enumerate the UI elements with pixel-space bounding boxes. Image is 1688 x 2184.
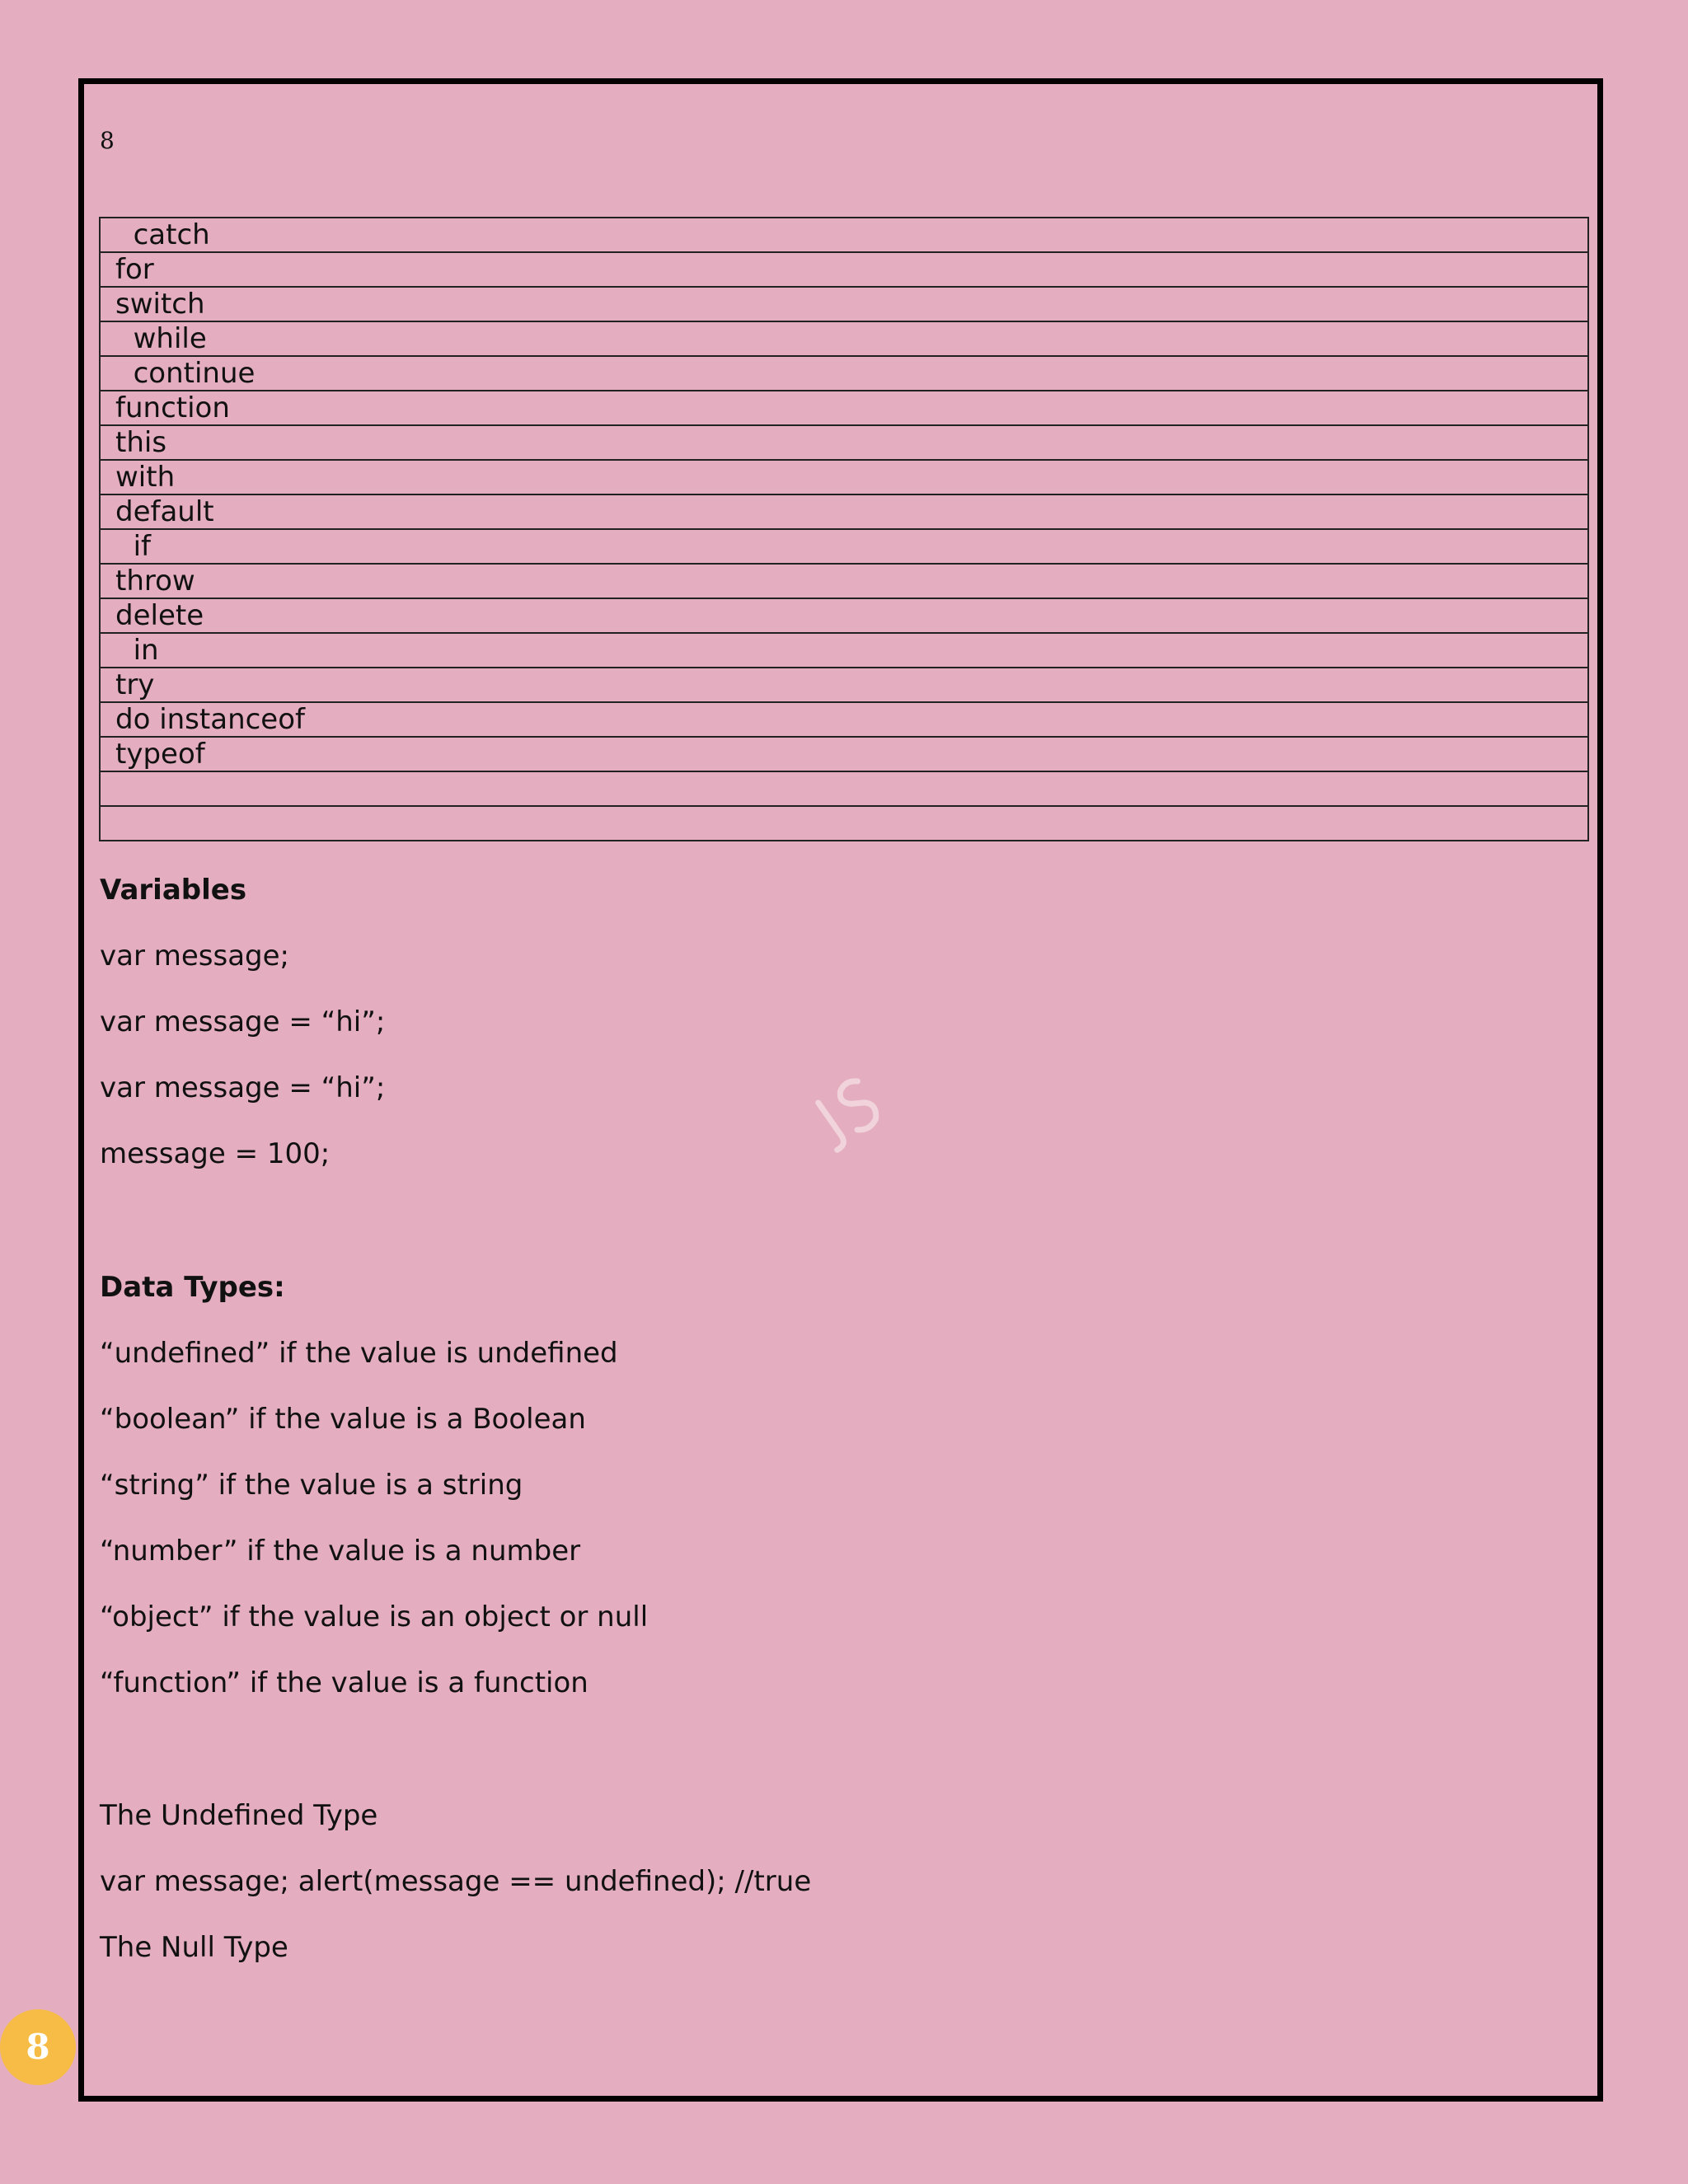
data-types-line: “function” if the value is a function: [100, 1666, 588, 1699]
null-type-title: The Null Type: [100, 1931, 288, 1964]
table-row: [100, 771, 1588, 806]
variables-heading: Variables: [100, 874, 247, 907]
keyword-cell: in: [100, 633, 1588, 668]
table-row: [100, 356, 1588, 391]
table-row: [100, 564, 1588, 598]
keyword-cell: catch: [100, 218, 1588, 252]
keyword-cell: do instanceof: [100, 702, 1588, 737]
table-row: [100, 598, 1588, 633]
table-row: [100, 529, 1588, 564]
table-row: [100, 494, 1588, 529]
js-watermark-icon: [798, 1063, 897, 1162]
undefined-type-title: The Undefined Type: [100, 1799, 378, 1832]
keyword-cell: delete: [100, 598, 1588, 633]
variables-line: var message = “hi”;: [100, 1071, 386, 1104]
table-row: [100, 425, 1588, 460]
table-row: [100, 633, 1588, 668]
table-row: [100, 218, 1588, 252]
data-types-heading: Data Types:: [100, 1271, 285, 1304]
keyword-cell: throw: [100, 564, 1588, 598]
keyword-cell: if: [100, 529, 1588, 564]
keyword-cell: continue: [100, 356, 1588, 391]
table-row: [100, 668, 1588, 702]
page-number-top: 8: [100, 127, 115, 154]
table-row: [100, 321, 1588, 356]
keywords-table: [99, 217, 1589, 841]
keyword-cell: for: [100, 252, 1588, 287]
keyword-cell: while: [100, 321, 1588, 356]
table-row: [100, 391, 1588, 425]
variables-line: var message = “hi”;: [100, 1005, 386, 1038]
table-row: [100, 737, 1588, 771]
table-row: [100, 702, 1588, 737]
keyword-cell: default: [100, 494, 1588, 529]
data-types-line: “boolean” if the value is a Boolean: [100, 1403, 586, 1436]
keyword-cell: with: [100, 460, 1588, 494]
variables-line: message = 100;: [100, 1137, 331, 1170]
data-types-line: “string” if the value is a string: [100, 1469, 523, 1502]
data-types-line: “number” if the value is a number: [100, 1535, 581, 1568]
keyword-cell: [100, 771, 1588, 806]
keyword-cell: function: [100, 391, 1588, 425]
keyword-cell: typeof: [100, 737, 1588, 771]
keyword-cell: switch: [100, 287, 1588, 321]
table-row: [100, 252, 1588, 287]
page-number-badge: 8: [0, 2009, 76, 2085]
table-row: [100, 460, 1588, 494]
keyword-cell: try: [100, 668, 1588, 702]
keyword-cell: this: [100, 425, 1588, 460]
variables-line: var message;: [100, 940, 289, 972]
table-row: [100, 287, 1588, 321]
data-types-line: “undefined” if the value is undefined: [100, 1337, 618, 1370]
table-row: [100, 806, 1588, 841]
undefined-type-example: var message; alert(message == undefined); //true: [100, 1865, 812, 1898]
data-types-line: “object” if the value is an object or null: [100, 1601, 649, 1633]
keyword-cell: [100, 806, 1588, 841]
